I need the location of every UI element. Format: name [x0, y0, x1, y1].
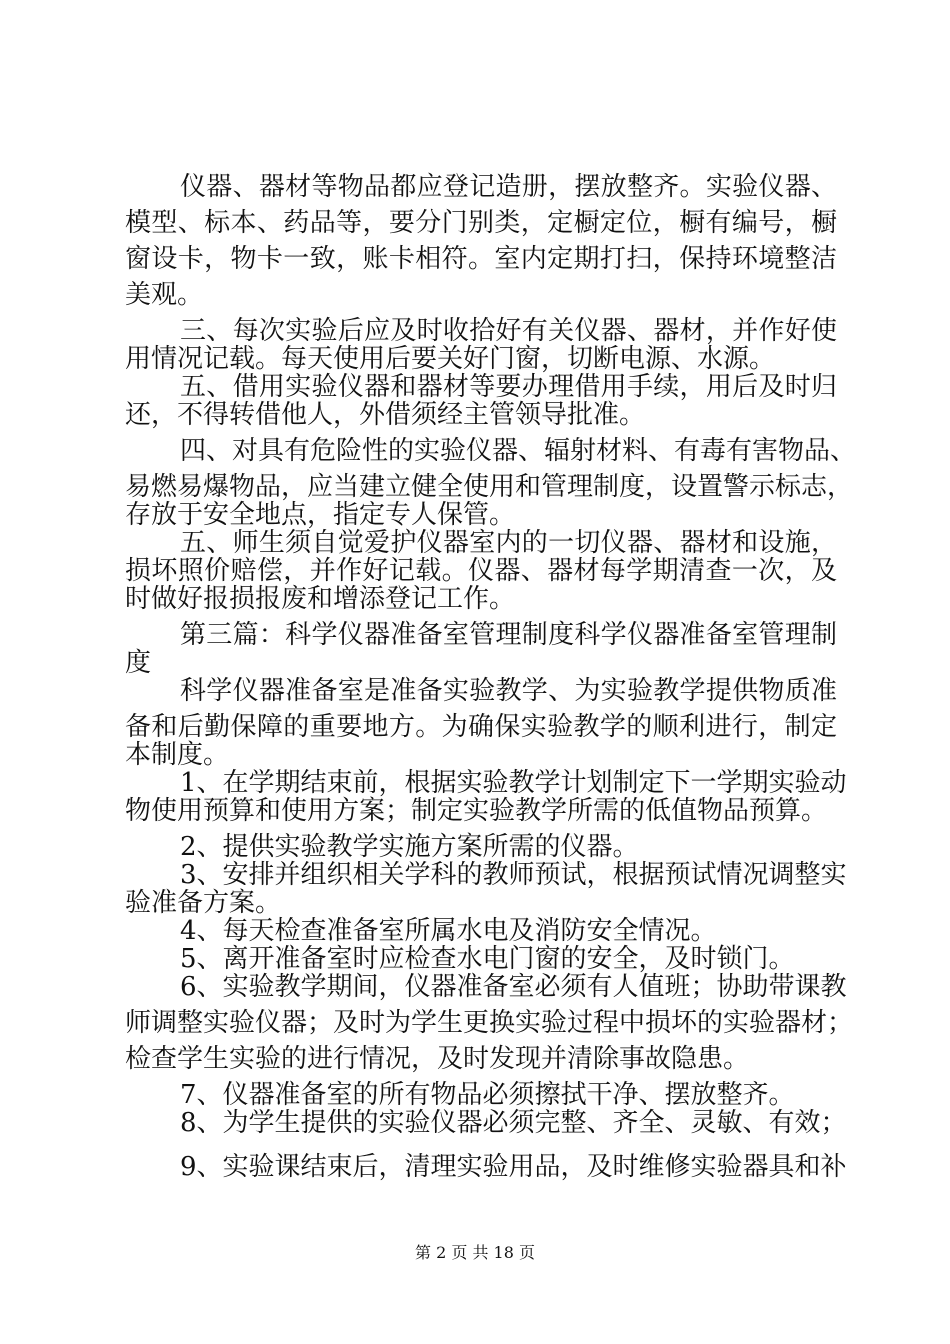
body-line: 科学仪器准备室是准备实验教学、为实验教学提供物质准	[180, 676, 837, 706]
body-line: 五、借用实验仪器和器材等要办理借用手续，用后及时归	[180, 372, 837, 402]
body-line: 检查学生实验的进行情况，及时发现并清除事故隐患。	[125, 1044, 750, 1074]
body-line: 6、实验教学期间，仪器准备室必须有人值班；协助带课教	[180, 972, 847, 1002]
body-line: 损坏照价赔偿，并作好记载。仪器、器材每学期清查一次，及	[125, 556, 837, 586]
body-line: 用情况记载。每天使用后要关好门窗，切断电源、水源。	[125, 344, 776, 374]
body-line: 易燃易爆物品，应当建立健全使用和管理制度，设置警示标志，	[125, 472, 854, 502]
body-line: 师调整实验仪器；及时为学生更换实验过程中损坏的实验器材；	[125, 1008, 854, 1038]
body-line: 仪器、器材等物品都应登记造册，摆放整齐。实验仪器、	[180, 172, 837, 202]
body-line: 物使用预算和使用方案；制定实验教学所需的低值物品预算。	[125, 796, 828, 826]
body-line: 3、安排并组织相关学科的教师预试，根据预试情况调整实	[180, 860, 847, 890]
body-line: 三、每次实验后应及时收拾好有关仪器、器材，并作好使	[180, 316, 837, 346]
body-line: 四、对具有危险性的实验仪器、辐射材料、有毒有害物品、	[180, 436, 857, 466]
body-line: 备和后勤保障的重要地方。为确保实验教学的顺利进行，制定	[125, 712, 837, 742]
body-line: 还，不得转借他人，外借须经主管领导批准。	[125, 400, 646, 430]
body-line: 存放于安全地点，指定专人保管。	[125, 500, 516, 530]
body-line: 窗设卡，物卡一致，账卡相符。室内定期打扫，保持环境整洁	[125, 244, 837, 274]
section-heading-line: 度	[125, 648, 152, 678]
body-line: 模型、标本、药品等，要分门别类，定橱定位，橱有编号，橱	[125, 208, 837, 238]
body-line: 5、离开准备室时应检查水电门窗的安全，及时锁门。	[180, 944, 795, 974]
body-line: 美观。	[125, 280, 204, 310]
body-line: 1、在学期结束前，根据实验教学计划制定下一学期实验动	[180, 768, 847, 798]
body-line: 4、每天检查准备室所属水电及消防安全情况。	[180, 916, 717, 946]
body-line: 7、仪器准备室的所有物品必须擦拭干净、摆放整齐。	[180, 1080, 795, 1110]
page-number-footer: 第 2 页 共 18 页	[415, 1243, 535, 1262]
body-line: 时做好报损报废和增添登记工作。	[125, 584, 516, 614]
body-line: 8、为学生提供的实验仪器必须完整、齐全、灵敏、有效；	[180, 1108, 847, 1138]
body-line: 验准备方案。	[125, 888, 282, 918]
body-line: 本制度。	[125, 740, 230, 770]
body-line: 9、实验课结束后，清理实验用品，及时维修实验器具和补	[180, 1152, 847, 1182]
section-heading-line: 第三篇：科学仪器准备室管理制度科学仪器准备室管理制	[180, 620, 837, 650]
body-line: 2、提供实验教学实施方案所需的仪器。	[180, 832, 639, 862]
body-line: 五、师生须自觉爱护仪器室内的一切仪器、器材和设施，	[180, 528, 837, 558]
